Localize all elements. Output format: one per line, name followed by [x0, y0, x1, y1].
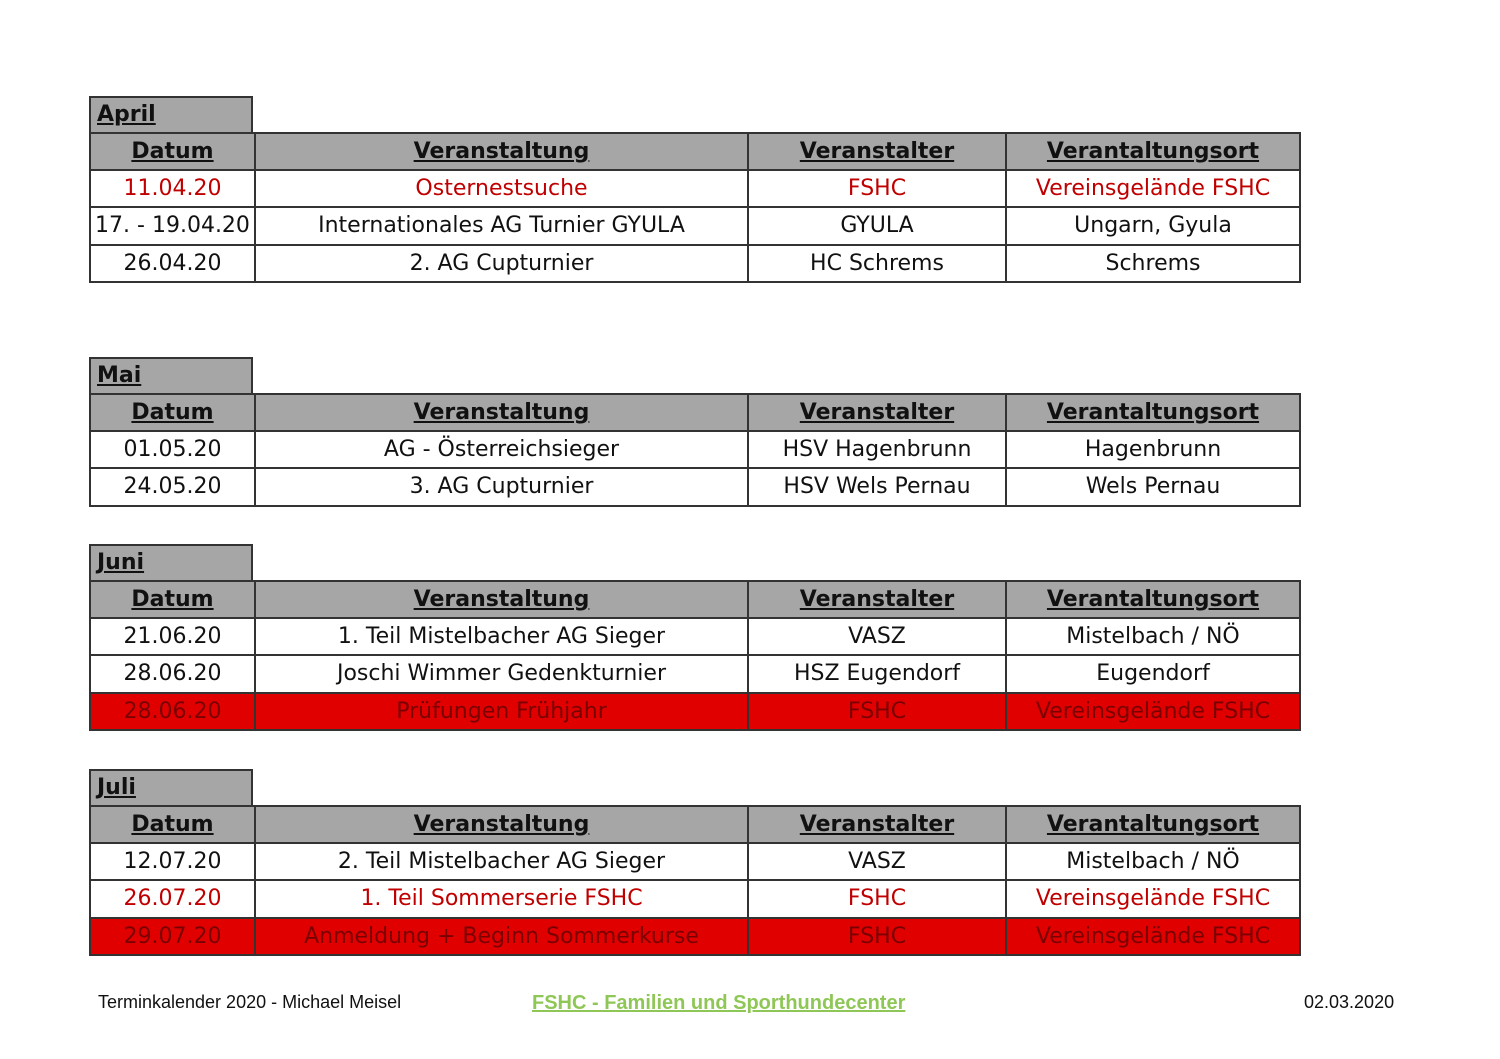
- location-cell: Vereinsgelände FSHC: [1006, 918, 1300, 955]
- event-cell: Internationales AG Turnier GYULA: [255, 207, 748, 244]
- date-cell: 29.07.20: [90, 918, 255, 955]
- date-cell: 12.07.20: [90, 843, 255, 880]
- schedule-table: [89, 393, 1301, 507]
- header-row: [90, 133, 1300, 170]
- organizer-cell: FSHC: [748, 918, 1006, 955]
- table-row: [90, 843, 1300, 880]
- date-cell: 28.06.20: [90, 693, 255, 730]
- column-header: Datum: [90, 806, 255, 843]
- event-cell: Anmeldung + Beginn Sommerkurse: [255, 918, 748, 955]
- location-cell: Vereinsgelände FSHC: [1006, 170, 1300, 207]
- column-header: Veranstalter: [748, 133, 1006, 170]
- date-cell: 26.07.20: [90, 880, 255, 917]
- date-cell: 24.05.20: [90, 468, 255, 505]
- month-label: Juni: [89, 544, 253, 580]
- date-cell: 21.06.20: [90, 618, 255, 655]
- organizer-cell: VASZ: [748, 618, 1006, 655]
- footer-center-title: FSHC - Familien und Sporthundecenter: [532, 992, 906, 1014]
- organizer-cell: FSHC: [748, 693, 1006, 730]
- table-row: [90, 693, 1300, 730]
- event-cell: 2. Teil Mistelbacher AG Sieger: [255, 843, 748, 880]
- organizer-cell: HSZ Eugendorf: [748, 655, 1006, 692]
- column-header: Veranstaltung: [255, 581, 748, 618]
- table-row: [90, 431, 1300, 468]
- location-cell: Wels Pernau: [1006, 468, 1300, 505]
- month-section-juni: [89, 544, 1301, 731]
- date-cell: 17. - 19.04.20: [90, 207, 255, 244]
- date-cell: 11.04.20: [90, 170, 255, 207]
- location-cell: Vereinsgelände FSHC: [1006, 693, 1300, 730]
- column-header: Verantaltungsort: [1006, 581, 1300, 618]
- column-header: Datum: [90, 133, 255, 170]
- column-header: Verantaltungsort: [1006, 133, 1300, 170]
- table-row: [90, 918, 1300, 955]
- organizer-cell: HSV Hagenbrunn: [748, 431, 1006, 468]
- month-label: Juli: [89, 769, 253, 805]
- location-cell: Mistelbach / NÖ: [1006, 843, 1300, 880]
- month-section-april: [89, 96, 1301, 283]
- footer-date: 02.03.2020: [1304, 992, 1395, 1012]
- table-row: [90, 618, 1300, 655]
- event-cell: 3. AG Cupturnier: [255, 468, 748, 505]
- column-header: Verantaltungsort: [1006, 394, 1300, 431]
- month-label: Mai: [89, 357, 253, 393]
- event-cell: Joschi Wimmer Gedenkturnier: [255, 655, 748, 692]
- event-cell: 1. Teil Sommerserie FSHC: [255, 880, 748, 917]
- column-header: Veranstaltung: [255, 394, 748, 431]
- organizer-cell: HC Schrems: [748, 245, 1006, 282]
- month-label: April: [89, 96, 253, 132]
- event-cell: 2. AG Cupturnier: [255, 245, 748, 282]
- schedule-table: [89, 580, 1301, 731]
- organizer-cell: FSHC: [748, 170, 1006, 207]
- location-cell: Schrems: [1006, 245, 1300, 282]
- event-cell: Prüfungen Frühjahr: [255, 693, 748, 730]
- table-row: [90, 207, 1300, 244]
- header-row: [90, 581, 1300, 618]
- column-header: Veranstalter: [748, 394, 1006, 431]
- column-header: Veranstalter: [748, 806, 1006, 843]
- month-section-juli: [89, 769, 1301, 956]
- column-header: Datum: [90, 581, 255, 618]
- location-cell: Ungarn, Gyula: [1006, 207, 1300, 244]
- location-cell: Eugendorf: [1006, 655, 1300, 692]
- column-header: Veranstaltung: [255, 806, 748, 843]
- event-cell: 1. Teil Mistelbacher AG Sieger: [255, 618, 748, 655]
- organizer-cell: VASZ: [748, 843, 1006, 880]
- table-row: [90, 245, 1300, 282]
- table-row: [90, 468, 1300, 505]
- organizer-cell: GYULA: [748, 207, 1006, 244]
- header-row: [90, 806, 1300, 843]
- footer-left: Terminkalender 2020 - Michael Meisel: [98, 992, 402, 1012]
- column-header: Datum: [90, 394, 255, 431]
- header-row: [90, 394, 1300, 431]
- column-header: Verantaltungsort: [1006, 806, 1300, 843]
- date-cell: 01.05.20: [90, 431, 255, 468]
- location-cell: Mistelbach / NÖ: [1006, 618, 1300, 655]
- date-cell: 26.04.20: [90, 245, 255, 282]
- date-cell: 28.06.20: [90, 655, 255, 692]
- location-cell: Vereinsgelände FSHC: [1006, 880, 1300, 917]
- organizer-cell: HSV Wels Pernau: [748, 468, 1006, 505]
- month-section-mai: [89, 357, 1301, 507]
- table-row: [90, 655, 1300, 692]
- schedule-table: [89, 132, 1301, 283]
- column-header: Veranstalter: [748, 581, 1006, 618]
- event-cell: Osternestsuche: [255, 170, 748, 207]
- schedule-table: [89, 805, 1301, 956]
- event-cell: AG - Österreichsieger: [255, 431, 748, 468]
- table-row: [90, 880, 1300, 917]
- column-header: Veranstaltung: [255, 133, 748, 170]
- location-cell: Hagenbrunn: [1006, 431, 1300, 468]
- organizer-cell: FSHC: [748, 880, 1006, 917]
- table-row: [90, 170, 1300, 207]
